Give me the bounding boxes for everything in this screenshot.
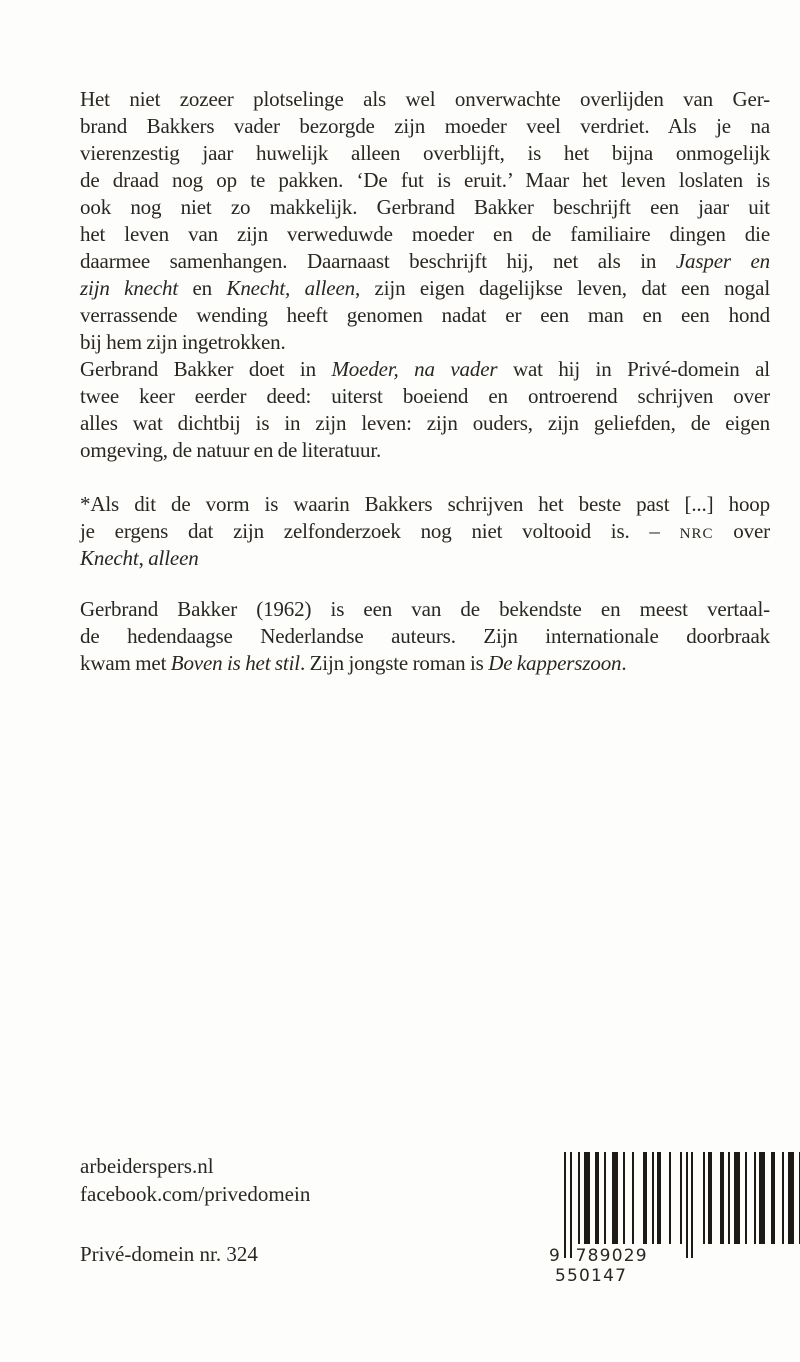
isbn-barcode — [549, 1152, 740, 1286]
text-segment: brand Bakkers vader bezorgde zijn moeder veel verdriet. Als je na — [80, 114, 770, 138]
text-line — [80, 194, 770, 221]
text-line — [80, 623, 770, 650]
text-line — [80, 302, 770, 329]
blurb-paragraph-2 — [80, 356, 770, 464]
text-line — [80, 383, 770, 410]
barcode-group-2: 550147 — [555, 1266, 628, 1286]
barcode-bar — [643, 1152, 647, 1244]
text-segment: Gerbrand Bakker (1962) is een van de bekendste en meest vertaal- — [80, 597, 770, 621]
text-segment: nrc — [679, 519, 714, 543]
barcode-group-1: 789029 — [575, 1246, 648, 1266]
text-segment: daarmee samenhangen. Daarnaast beschrijft hij, net als in — [80, 249, 676, 273]
italic-title: De kapperszoon — [488, 651, 622, 675]
text-segment: bij hem zijn ingetrokken. — [80, 330, 286, 354]
barcode-bar — [578, 1152, 580, 1244]
text-line — [80, 596, 770, 623]
barcode-bar — [691, 1152, 693, 1258]
text-line — [80, 356, 770, 383]
text-line — [80, 167, 770, 194]
text-segment: en — [178, 276, 227, 300]
text-segment: , — [138, 546, 149, 570]
barcode-bar — [771, 1152, 775, 1244]
text-segment: Gerbrand Bakker doet in — [80, 357, 332, 381]
barcode-digits — [548, 1246, 728, 1286]
barcode-bar — [623, 1152, 625, 1244]
barcode-bar — [734, 1152, 740, 1244]
barcode-bars — [562, 1152, 740, 1246]
barcode-bar — [632, 1152, 634, 1244]
text-line — [80, 275, 770, 302]
text-line — [80, 518, 770, 545]
text-segment: twee keer eerder deed: uiterst boeiend en ontroerend schrijven over — [80, 384, 770, 408]
barcode-bar — [720, 1152, 724, 1244]
text-segment: *Als dit de vorm is waarin Bakkers schrijven het beste past [...] hoop — [80, 492, 770, 516]
italic-title: Boven is het stil — [170, 651, 300, 675]
barcode-bar — [657, 1152, 661, 1244]
text-line — [80, 113, 770, 140]
text-segment: omgeving, de natuur en de literatuur. — [80, 438, 382, 462]
text-line — [80, 650, 770, 677]
barcode-bar — [612, 1152, 618, 1244]
text-line — [80, 248, 770, 275]
italic-title: Jasper en — [675, 249, 771, 273]
barcode-bar — [788, 1152, 794, 1244]
barcode-bar — [703, 1152, 705, 1244]
text-segment: de hedendaagse Nederlandse auteurs. Zijn internationale doorbraak — [80, 624, 770, 648]
text-line — [80, 140, 770, 167]
text-segment: het leven van zijn verweduwde moeder en de familiaire dingen die — [80, 222, 770, 246]
text-segment: Het niet zozeer plotselinge als wel onverwachte overlijden van Ger- — [80, 87, 770, 111]
text-line — [80, 329, 770, 356]
barcode-bar — [570, 1152, 572, 1258]
facebook-link[interactable]: facebook.com/privedomein — [80, 1182, 311, 1206]
barcode-bar — [669, 1152, 671, 1244]
italic-title: alleen — [148, 546, 199, 570]
text-line — [80, 437, 770, 464]
text-segment: alles wat dichtbij is in zijn leven: zijn ouders, zijn geliefden, de eigen — [80, 411, 770, 435]
series-number: Privé-domein nr. 324 — [80, 1242, 258, 1266]
review-quote — [80, 491, 770, 572]
barcode-lead-digit: 9 — [549, 1246, 562, 1266]
italic-title: zijn knecht — [80, 276, 179, 300]
barcode-bar — [708, 1152, 712, 1244]
barcode-bar — [604, 1152, 606, 1244]
text-segment: je ergens dat zijn zelfonderzoek nog niet voltooid is. – — [80, 519, 680, 543]
barcode-bar — [745, 1152, 747, 1244]
barcode-bar — [754, 1152, 756, 1244]
italic-title: Knecht — [80, 546, 139, 570]
text-segment: wat hij in Privé-domein al — [497, 357, 770, 381]
text-line — [80, 491, 770, 518]
barcode-bar — [728, 1152, 730, 1244]
text-line — [80, 410, 770, 437]
barcode-bar — [584, 1152, 590, 1244]
text-line — [80, 221, 770, 248]
text-segment: . — [621, 651, 627, 675]
text-segment: vierenzestig jaar huwelijk alleen overblijft, is het bijna onmogelijk — [80, 141, 770, 165]
text-segment: , zijn eigen dagelijkse leven, dat een nogal — [355, 276, 771, 300]
barcode-bar — [782, 1152, 784, 1244]
barcode-bar — [564, 1152, 566, 1258]
text-line — [80, 545, 770, 572]
text-segment: . Zijn jongste roman is — [299, 651, 489, 675]
italic-title: Moeder, na vader — [331, 357, 498, 381]
barcode-bar — [680, 1152, 682, 1244]
text-segment: ook nog niet zo makkelijk. Gerbrand Bakker beschrijft een jaar uit — [80, 195, 770, 219]
barcode-bar — [759, 1152, 765, 1244]
text-segment: kwam met — [80, 651, 171, 675]
text-line — [80, 86, 770, 113]
author-bio — [80, 596, 770, 677]
blurb-paragraph — [80, 86, 770, 356]
text-segment: over — [713, 519, 770, 543]
barcode-bar — [595, 1152, 599, 1244]
text-segment: verrassende wending heeft genomen nadat er een man en een hond — [80, 303, 770, 327]
text-segment: de draad nog op te pakken. ‘De fut is eruit.’ Maar het leven loslaten is — [80, 168, 770, 192]
barcode-bar — [652, 1152, 654, 1244]
italic-title: Knecht, alleen — [226, 276, 355, 300]
publisher-website-link[interactable]: arbeiderspers.nl — [80, 1154, 214, 1178]
back-cover-text — [80, 86, 770, 677]
barcode-bar — [686, 1152, 688, 1258]
